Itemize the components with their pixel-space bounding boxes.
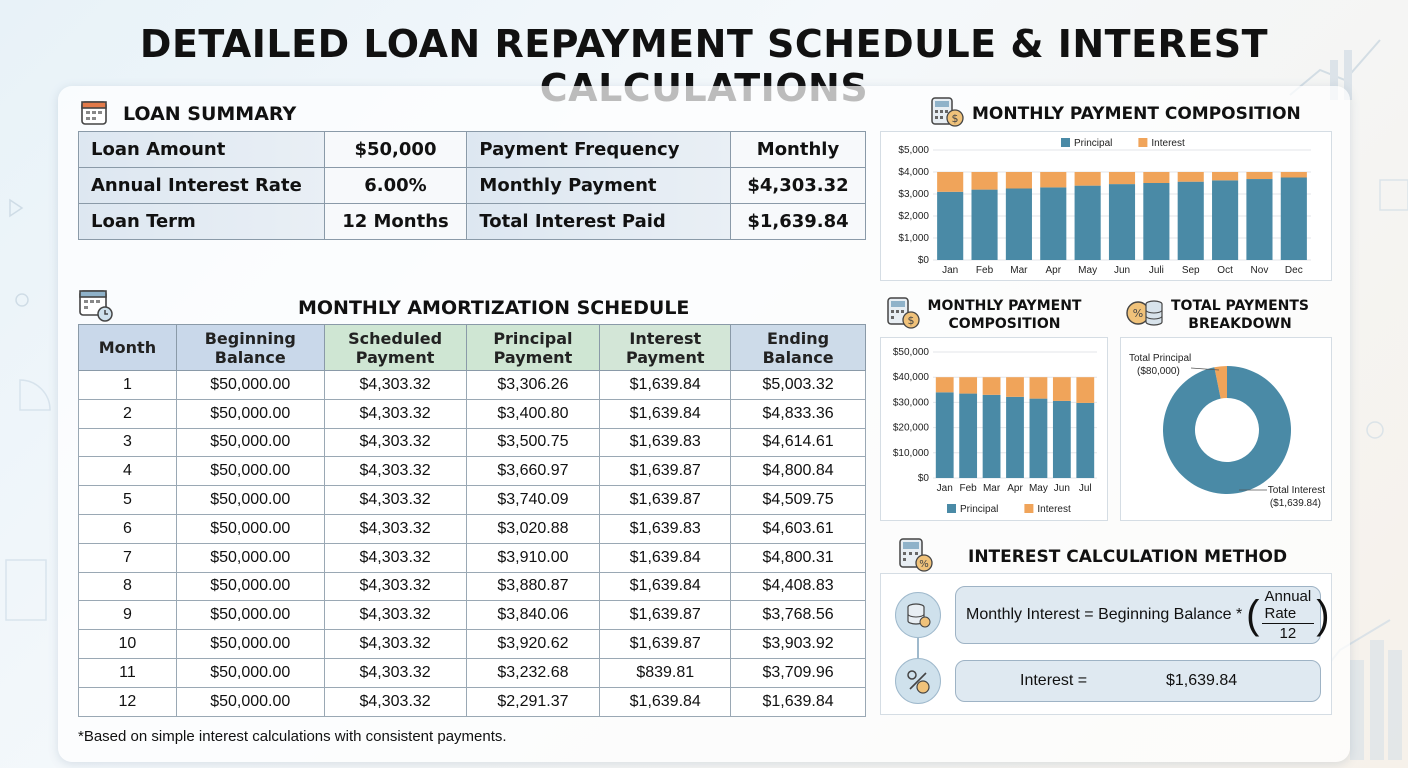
table-row [79, 543, 866, 572]
svg-text:%: % [919, 559, 929, 570]
bar-interest [1006, 377, 1024, 397]
summary-row [79, 168, 866, 204]
bar-principal [1143, 183, 1169, 260]
breakdown-heading [1166, 297, 1314, 333]
amortization-heading: MONTHLY AMORTIZATION SCHEDULE [298, 297, 690, 319]
x-tick-label: Apr [1045, 265, 1062, 276]
bar-interest [1178, 172, 1204, 182]
table-cell: $1,639.87 [600, 630, 731, 659]
amortization-table [78, 324, 866, 717]
svg-text:%: % [1132, 307, 1144, 320]
table-cell: $50,000.00 [176, 543, 324, 572]
legend-swatch [1061, 138, 1070, 147]
table-cell: 11 [79, 658, 177, 687]
column-header-month: Month [79, 325, 177, 371]
table-cell: 8 [79, 572, 177, 601]
x-tick-label: Sep [1181, 265, 1200, 276]
table-cell: $3,910.00 [466, 543, 600, 572]
bar-principal [936, 392, 954, 478]
table-cell: $3,306.26 [466, 371, 600, 400]
bar-principal [1281, 178, 1307, 261]
bar-principal [1178, 182, 1204, 260]
table-cell: $4,303.32 [324, 428, 466, 457]
table-cell: $50,000.00 [176, 601, 324, 630]
table-cell: $4,303.32 [324, 457, 466, 486]
table-cell: $1,639.87 [600, 457, 731, 486]
bar-principal [1040, 187, 1066, 260]
summary-label: Annual Interest Rate [79, 168, 325, 204]
breakdown-heading-text: TOTAL PAYMENTS BREAKDOWN [1171, 298, 1309, 332]
formula-fraction [1262, 588, 1315, 642]
x-tick-label: Apr [1007, 483, 1023, 494]
x-tick-label: May [1028, 483, 1048, 494]
y-tick-label: $4,000 [898, 167, 929, 178]
calendar-icon [80, 98, 108, 126]
composition-small-chart-panel [880, 337, 1108, 521]
legend-label: Principal [1074, 138, 1113, 149]
y-tick-label: $2,000 [898, 211, 929, 222]
table-cell: $3,232.68 [466, 658, 600, 687]
table-cell: $4,303.32 [324, 630, 466, 659]
table-cell: 3 [79, 428, 177, 457]
table-row [79, 601, 866, 630]
interest-result [955, 660, 1321, 702]
y-tick-label: $0 [917, 255, 929, 266]
breakdown-pie-chart [1121, 338, 1333, 522]
table-row [79, 658, 866, 687]
table-cell: $50,000.00 [176, 687, 324, 716]
bar-principal [937, 192, 963, 260]
x-tick-label: Oct [1217, 265, 1233, 276]
footnote: *Based on simple interest calculations with consistent payments. [78, 728, 507, 745]
bar-principal [1212, 180, 1238, 260]
table-cell: $1,639.84 [600, 399, 731, 428]
breakdown-chart-panel [1120, 337, 1332, 521]
bar-principal [971, 190, 997, 260]
table-cell: $2,291.37 [466, 687, 600, 716]
y-tick-label: $3,000 [898, 189, 929, 200]
bar-interest [1246, 172, 1272, 179]
table-cell: 1 [79, 371, 177, 400]
summary-label: Total Interest Paid [467, 204, 731, 240]
bar-interest [1281, 172, 1307, 178]
calculator-percent-icon [898, 537, 934, 573]
bar-principal [1109, 184, 1135, 260]
table-cell: $3,880.87 [466, 572, 600, 601]
composition-heading: MONTHLY PAYMENT COMPOSITION [972, 104, 1301, 124]
bar-principal [1006, 189, 1032, 261]
database-percent-icon [895, 592, 941, 638]
table-cell: 12 [79, 687, 177, 716]
y-tick-label: $10,000 [892, 447, 929, 459]
y-tick-label: $0 [917, 473, 929, 484]
table-row [79, 457, 866, 486]
table-row [79, 572, 866, 601]
bar-principal [1075, 186, 1101, 260]
x-tick-label: Juli [1148, 265, 1164, 276]
loan-summary-heading: LOAN SUMMARY [123, 103, 297, 125]
summary-label: Loan Term [79, 204, 325, 240]
svg-text:$: $ [907, 314, 915, 327]
table-cell: $50,000.00 [176, 371, 324, 400]
bar-interest [971, 172, 997, 190]
composition-small-chart [881, 338, 1109, 522]
bar-interest [1212, 172, 1238, 180]
table-cell: $4,303.32 [324, 687, 466, 716]
bar-principal [1053, 401, 1071, 478]
x-tick-label: Dec [1284, 265, 1303, 276]
bar-interest [959, 377, 977, 393]
y-tick-label: $30,000 [892, 397, 929, 409]
table-cell: $3,740.09 [466, 486, 600, 515]
table-cell: $1,639.84 [600, 572, 731, 601]
summary-row [79, 204, 866, 240]
y-tick-label: $40,000 [892, 372, 929, 384]
table-cell: $1,639.87 [600, 486, 731, 515]
table-row [79, 486, 866, 515]
result-label: Interest = [1020, 672, 1088, 689]
bar-principal [1006, 397, 1024, 478]
bar-principal [1030, 399, 1048, 478]
pie-sublabel: ($80,000) [1137, 366, 1180, 377]
table-cell: $3,768.56 [731, 601, 866, 630]
table-cell: 2 [79, 399, 177, 428]
table-cell: $3,709.96 [731, 658, 866, 687]
bar-interest [1053, 377, 1071, 401]
table-cell: $50,000.00 [176, 630, 324, 659]
y-tick-label: $50,000 [892, 347, 929, 358]
table-cell: 6 [79, 514, 177, 543]
legend-swatch [1138, 138, 1147, 147]
coins-icon [1124, 296, 1164, 330]
x-tick-label: May [1078, 265, 1098, 276]
bar-interest [1075, 172, 1101, 186]
summary-value: $1,639.84 [731, 204, 866, 240]
paren-open: ( [1246, 593, 1260, 637]
table-cell: $3,920.62 [466, 630, 600, 659]
table-cell: $4,800.31 [731, 543, 866, 572]
calendar-clock-icon [78, 287, 114, 323]
column-header-scheduled-payment: Scheduled Payment [324, 325, 466, 371]
pie-slice-principal [1163, 366, 1291, 494]
pie-label: Total Interest [1267, 485, 1325, 496]
composition-small-heading [922, 297, 1087, 333]
interest-method-heading: INTEREST CALCULATION METHOD [968, 547, 1288, 567]
bar-interest [1143, 172, 1169, 183]
table-cell: $1,639.84 [600, 543, 731, 572]
table-cell: $3,660.97 [466, 457, 600, 486]
interest-formula [955, 586, 1330, 644]
x-tick-label: Nov [1250, 265, 1269, 276]
column-header-beginning-balance: Beginning Balance [176, 325, 324, 371]
y-tick-label: $5,000 [898, 145, 929, 156]
table-cell: $4,833.36 [731, 399, 866, 428]
table-cell: $4,303.32 [324, 371, 466, 400]
composition-small-heading-text: MONTHLY PAYMENT COMPOSITION [927, 298, 1082, 332]
x-tick-label: Mar [982, 483, 1001, 494]
pie-label: Total Principal [1129, 353, 1192, 364]
table-cell: $1,639.84 [731, 687, 866, 716]
table-cell: $3,840.06 [466, 601, 600, 630]
bar-interest [937, 172, 963, 192]
table-cell: 10 [79, 630, 177, 659]
table-row [79, 428, 866, 457]
table-row [79, 687, 866, 716]
formula-text: Monthly Interest = Beginning Balance * [966, 606, 1243, 623]
x-tick-label: Jan [936, 483, 953, 494]
table-row [79, 371, 866, 400]
table-cell: $1,639.84 [600, 371, 731, 400]
table-cell: $1,639.83 [600, 514, 731, 543]
table-cell: $3,020.88 [466, 514, 600, 543]
table-row [79, 630, 866, 659]
table-cell: $4,408.83 [731, 572, 866, 601]
table-cell: $4,614.61 [731, 428, 866, 457]
table-row [79, 514, 866, 543]
table-row [79, 399, 866, 428]
result-value: $1,639.84 [1166, 672, 1238, 689]
x-tick-label: Feb [959, 483, 977, 494]
x-tick-label: Jan [942, 265, 959, 276]
bar-interest [983, 377, 1001, 395]
legend-label: Interest [1151, 138, 1185, 149]
table-cell: $50,000.00 [176, 486, 324, 515]
legend-swatch [1024, 504, 1033, 513]
y-tick-label: $20,000 [892, 422, 929, 434]
table-cell: $4,303.32 [324, 572, 466, 601]
table-cell: 4 [79, 457, 177, 486]
summary-label: Loan Amount [79, 132, 325, 168]
table-cell: $4,303.32 [324, 399, 466, 428]
bar-interest [936, 377, 954, 392]
table-cell: $3,500.75 [466, 428, 600, 457]
summary-value: 12 Months [324, 204, 467, 240]
bar-interest [1076, 377, 1094, 403]
bar-interest [1040, 172, 1066, 187]
table-cell: $50,000.00 [176, 514, 324, 543]
table-cell: $3,903.92 [731, 630, 866, 659]
composition-chart [881, 132, 1333, 282]
table-cell: $4,303.32 [324, 658, 466, 687]
fraction-numerator: Annual Rate [1262, 588, 1315, 624]
table-cell: $1,639.84 [600, 687, 731, 716]
table-cell: $50,000.00 [176, 658, 324, 687]
summary-value: $4,303.32 [731, 168, 866, 204]
pie-sublabel: ($1,639.84) [1269, 498, 1321, 509]
composition-chart-panel [880, 131, 1332, 281]
x-tick-label: Jun [1113, 265, 1131, 276]
table-cell: $4,800.84 [731, 457, 866, 486]
table-cell: $4,303.32 [324, 486, 466, 515]
percent-icon [895, 658, 941, 704]
summary-label: Payment Frequency [467, 132, 731, 168]
table-cell: $50,000.00 [176, 572, 324, 601]
calculator-money-icon [930, 96, 964, 128]
table-cell: $839.81 [600, 658, 731, 687]
legend-label: Interest [1037, 504, 1071, 515]
paren-close: ) [1316, 593, 1330, 637]
fraction-denominator: 12 [1279, 625, 1297, 642]
table-cell: $4,603.61 [731, 514, 866, 543]
bar-principal [1076, 403, 1094, 478]
table-cell: $50,000.00 [176, 399, 324, 428]
table-cell: $5,003.32 [731, 371, 866, 400]
summary-value: 6.00% [324, 168, 467, 204]
bar-interest [1030, 377, 1048, 398]
table-cell: $50,000.00 [176, 428, 324, 457]
table-cell: $3,400.80 [466, 399, 600, 428]
table-cell: 9 [79, 601, 177, 630]
x-tick-label: Jul [1078, 483, 1092, 494]
table-cell: $4,303.32 [324, 601, 466, 630]
column-header-ending-balance: Ending Balance [731, 325, 866, 371]
summary-value: $50,000 [324, 132, 467, 168]
page-title: DETAILED LOAN REPAYMENT SCHEDULE & INTEREST [139, 22, 1269, 66]
table-cell: 7 [79, 543, 177, 572]
x-tick-label: Feb [975, 265, 994, 276]
table-cell: $1,639.87 [600, 601, 731, 630]
interest-method-panel [880, 573, 1332, 715]
table-cell: $1,639.83 [600, 428, 731, 457]
column-header-interest-payment: Interest Payment [600, 325, 731, 371]
calculator-money-icon [886, 296, 920, 330]
summary-value: Monthly [731, 132, 866, 168]
x-tick-label: Mar [1010, 265, 1028, 276]
x-tick-label: Jun [1053, 483, 1070, 494]
summary-label: Monthly Payment [467, 168, 731, 204]
table-cell: $50,000.00 [176, 457, 324, 486]
bar-principal [959, 394, 977, 478]
table-cell: $4,509.75 [731, 486, 866, 515]
table-cell: $4,303.32 [324, 543, 466, 572]
bar-interest [1006, 172, 1032, 189]
bar-principal [1246, 179, 1272, 260]
y-tick-label: $1,000 [898, 233, 929, 244]
table-cell: 5 [79, 486, 177, 515]
summary-row [79, 132, 866, 168]
legend-swatch [947, 504, 956, 513]
bar-principal [983, 395, 1001, 478]
legend-label: Principal [960, 504, 999, 515]
loan-summary-table [78, 131, 866, 240]
table-cell: $4,303.32 [324, 514, 466, 543]
bar-interest [1109, 172, 1135, 184]
column-header-principal-payment: Principal Payment [466, 325, 600, 371]
svg-text:$: $ [951, 112, 959, 125]
